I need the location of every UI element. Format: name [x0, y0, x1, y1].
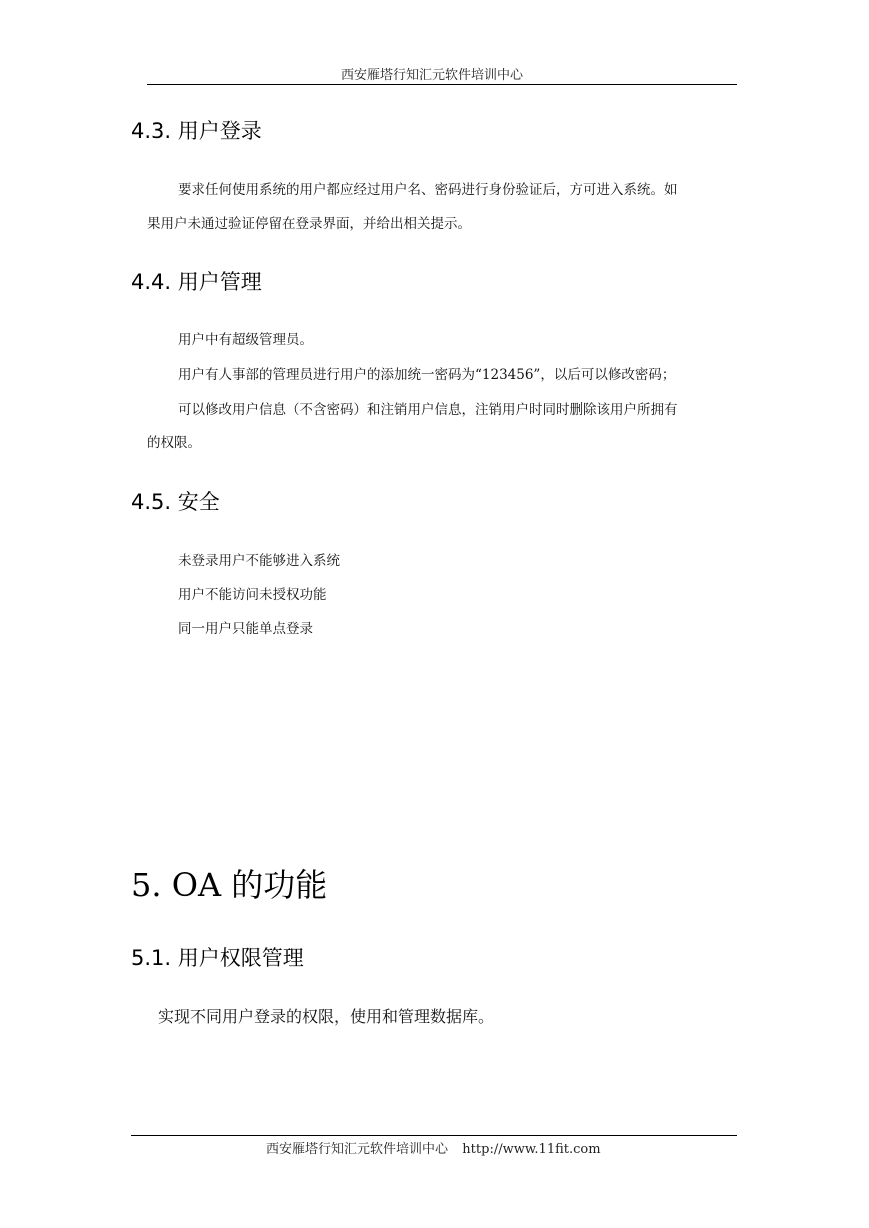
footer-url[interactable]: http://www.11fit.com	[462, 1142, 601, 1157]
paragraph-line: 果用户未通过验证停留在登录界面，并给出相关提示。	[147, 216, 471, 232]
section-heading-5-1: 5.1. 用户权限管理	[131, 946, 304, 970]
header-divider	[147, 84, 737, 85]
paragraph-line: 用户有人事部的管理员进行用户的添加统一密码为“123456”，以后可以修改密码；	[178, 367, 676, 383]
page-header: 西安雁塔行知汇元软件培训中心	[341, 68, 524, 83]
page-footer	[266, 1138, 601, 1157]
paragraph-line: 的权限。	[147, 435, 201, 451]
paragraph-line: 实现不同用户登录的权限，使用和管理数据库。	[158, 1007, 495, 1026]
paragraph-line: 可以修改用户信息（不含密码）和注销用户信息，注销用户时同时删除该用户所拥有	[178, 402, 678, 418]
footer-org: 西安雁塔行知汇元软件培训中心	[266, 1142, 449, 1157]
paragraph-line: 要求任何使用系统的用户都应经过用户名、密码进行身份验证后，方可进入系统。如	[178, 182, 678, 198]
list-item: 用户不能访问未授权功能	[178, 587, 327, 603]
section-heading-4-4: 4.4. 用户管理	[131, 270, 262, 294]
footer-divider	[131, 1135, 737, 1136]
section-heading-4-5: 4.5. 安全	[131, 490, 220, 514]
list-item: 同一用户只能单点登录	[178, 621, 313, 637]
chapter-heading-5: 5. OA 的功能	[131, 866, 328, 904]
paragraph-line: 用户中有超级管理员。	[178, 332, 313, 348]
list-item: 未登录用户不能够进入系统	[178, 553, 340, 569]
section-heading-4-3: 4.3. 用户登录	[131, 119, 262, 143]
